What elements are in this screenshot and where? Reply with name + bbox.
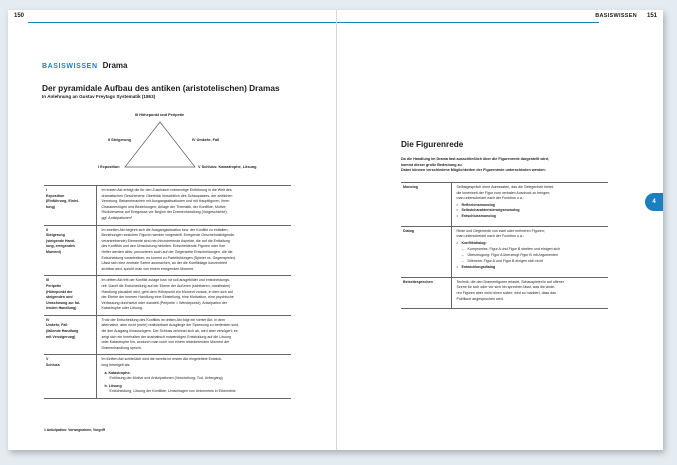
pyramid-triangle	[88, 110, 288, 180]
table-row	[44, 186, 291, 226]
right-page	[336, 10, 663, 450]
diagram-right-mid-label: IV Umkehr, Fall	[192, 138, 220, 142]
section-kicker: BASISWISSEN	[42, 63, 98, 70]
table-row	[44, 276, 291, 316]
case-katastrophe: a. Katastrophe: Entlösung der Motive und Antizipationen (Verurteilung, Tod, Untergang)	[104, 370, 223, 381]
dialog-bullets: • Konfliktdialog:	[457, 241, 607, 247]
act-description: Im zweiten Akt beginnt sich die Ausgangssituation bzw. der Konflikt zu entfalten, Beziehungen zwischen Figuren werden vorgestellt. Erregende Geschehnisfolgende, verantreibende) Elemente sind neu hinzutretende Aspekte, die auf die Entfaltung des Konflikts und den Umschwung hinleiten. Entscheidende Figuren oder ihre Helfer werden aktiv, provozieren auch auf der Gegenseite Entscheidungen, die die Entscheidung vorantreiben; es kommt zu Parteibildungen (Spieler vs. Gegenspieler). Lässt sich eine zentrale Szene ausmachen, an der die Konfliktlage konzentriert sichtbar wird, spricht man von einem erregenden Moment.	[96, 225, 291, 276]
chapter-tab[interactable]: 4	[645, 193, 663, 211]
figurenrede-title: Die Figurenrede	[401, 140, 464, 149]
diagram-apex-label: III Höhepunkt und Peripetie	[135, 113, 185, 117]
header-label: BASISWISSEN	[595, 13, 637, 19]
dialog-sub-bullets: – Kompromiss: Figur A und Figur B streiten und einigen sich – Überzeugung: Figur A überzeugt Figur B mit Argumenten – Dilemma: Figur A und Figur B einigen sich nicht	[457, 247, 607, 264]
left-header	[8, 10, 336, 24]
act-name: I Exposition (Einführung, Einlei- tung)	[44, 186, 96, 226]
section-topic: Drama	[102, 61, 128, 70]
page-title: Der pyramidale Aufbau des antiken (aristotelischen) Dramas	[42, 83, 280, 93]
table-row	[44, 355, 291, 399]
left-page-number: 150	[14, 13, 25, 19]
table-row	[44, 225, 291, 276]
monolog-bullets: • Reflexionsmonolog • Selbstcharakterisierungsmonolog • Entschlussmonolog	[457, 203, 607, 220]
right-header	[337, 10, 663, 24]
table-row	[401, 226, 608, 277]
form-description: Selbstgespräch ohne Adressaten, das die Gelegenheit bietet, die Innenwelt der Figur zum verbalen Ausdruck zu bringen; man unterscheidet nach der Funktion u.a.: • Reflexionsmonolog • Selbstcharakterisierungsmonolog • Entschlussmonolog	[451, 183, 608, 227]
table-row	[401, 277, 608, 308]
form-name: Monolog	[401, 183, 451, 227]
act-name: IV Umkehr, Fall (fallende Handlung mit Verzögerung)	[44, 315, 96, 355]
pyramid-diagram	[88, 110, 288, 180]
diagram-right-base-label: V Schluss: Katastrophe, Lösung	[198, 165, 257, 169]
form-description: Rede und Gegenrede von zwei oder mehreren Figuren; man unterscheidet nach der Funktion u.a.: • Konfliktdialog: – Kompromiss: Figur A und Figur B streiten und einigen sich – Überzeugung: Figur A überzeugt Figur B mit Argumenten – Dilemma: Figur A und Figur B einigen sich nicht • Entwicklungsdialog	[451, 226, 608, 277]
footnote: 1 Antizipation: Vorwegnahme, Vorgriff	[44, 428, 105, 432]
acts-table	[44, 185, 291, 399]
book-spread	[8, 10, 663, 450]
speech-forms-table	[401, 182, 608, 309]
act-description: Trotz der Entscheidung des Konflikts im dritten Akt folgt ein vierter Akt, in dem alternative, aber nicht (mehr) realisierbare Ausgänge der Spannung zu bedenken sind, die den Ausgang hinauszögern. Der Schluss zeichnet sich ab, wird aber verzögert; es zeigt sich ein Innehalten der dramatisch notwendigen Entwicklung auf die Lösung oder Katastrophe hin, wodurch man noch von einem retardierenden Moment der Dramenhandlung spricht.	[96, 315, 291, 355]
act-description: Im ersten Akt erfolgt die für den Zuschauer notwendige Einführung in die Welt des dramatischen Geschehens: Überblick hinsichtlich des Schauplatzes, der zeitlichen Verortung, Bekanntmachen mit Ausgangssituationen und mit Hauptfiguren, ihren Charakterzügen und Beziehungen; Anlage der Thematik, der Konflikte, Motive; Rückverweise auf Ereignisse vor Beginn der Dramenhandlung (Vorgeschichte); ggf. Antizipationen¹	[96, 186, 291, 226]
section-heading	[42, 61, 127, 70]
case-loesung: b. Lösung Entscheidung, Lösung der Konflikte; Umschlagen von Unkenntnis in Erkenntnis	[104, 383, 236, 394]
figurenrede-intro: Da die Handlung im Drama fast ausschließlich über die Figurenrede dargestellt wird, kommt dieser große Bedeutung zu. Dabei können verschiedene Möglichkeiten der Figurenrede unterschieden werden:	[401, 157, 549, 172]
dialog-bullets-after: • Entwicklungsdialog	[457, 265, 607, 271]
diagram-left-base-label: I Exposition	[98, 165, 120, 169]
header-rule	[337, 22, 599, 23]
form-description: Technik, die den Dramenfiguren erlaubt, Schauspieler/in auf offener Szene für sich oder vor sich hin sprechen lässt, was die ande- ren Figuren aber nicht hören sollen; wird so markiert, dass das Publikum angesprochen wird.	[451, 277, 608, 308]
diagram-left-mid-label: II Steigerung	[108, 138, 131, 142]
header-rule	[28, 22, 336, 23]
right-page-number: 151	[646, 13, 657, 19]
table-row	[44, 315, 291, 355]
page-subtitle: In Anlehnung an Gustav Freytags Systematik (1863)	[42, 94, 156, 99]
table-row	[401, 183, 608, 227]
act-name: V Schluss	[44, 355, 96, 399]
left-page	[8, 10, 336, 450]
form-name: Beiseitesprechen	[401, 277, 451, 308]
act-name: III Peripetie (Höhepunkt der steigenden und Umschwung zur fal- lenden Handlung)	[44, 276, 96, 316]
act-description: Im fünften Akt schließlich wird die bereits im ersten Akt eingeleitete Entwick- lung beseigelt als: a. Katastrophe: Entlösung der Motive und Antizipationen (Verurteilung, Tod, Untergang) b. Lösung Entscheidung, Lösung der Konflikte; Umschlagen von Unkenntnis in Erkenntnis	[96, 355, 291, 399]
act-name: II Steigerung (steigende Hand- lung, erregendes Moment)	[44, 225, 96, 276]
act-description: Im dritten Akt tritt der Konflikt zutage bzw. ist soll ausgebildet und entscheidungs- reif. Damit die Entscheidung auf der Ebene der Außeren (sichtbaren, manifesten) Handlung plausibel wird, geht dem Höhepunkt ein Moment voraus, in dem sich auf der Ebene der inneren Handlung eine Einstellung, eine Motivation, eine psychische Verfassung durchsetzt oder wandelt (Peripetie = Wendepunkt); Antizipation der Katastrophe oder Lösung.	[96, 276, 291, 316]
form-name: Dialog	[401, 226, 451, 277]
